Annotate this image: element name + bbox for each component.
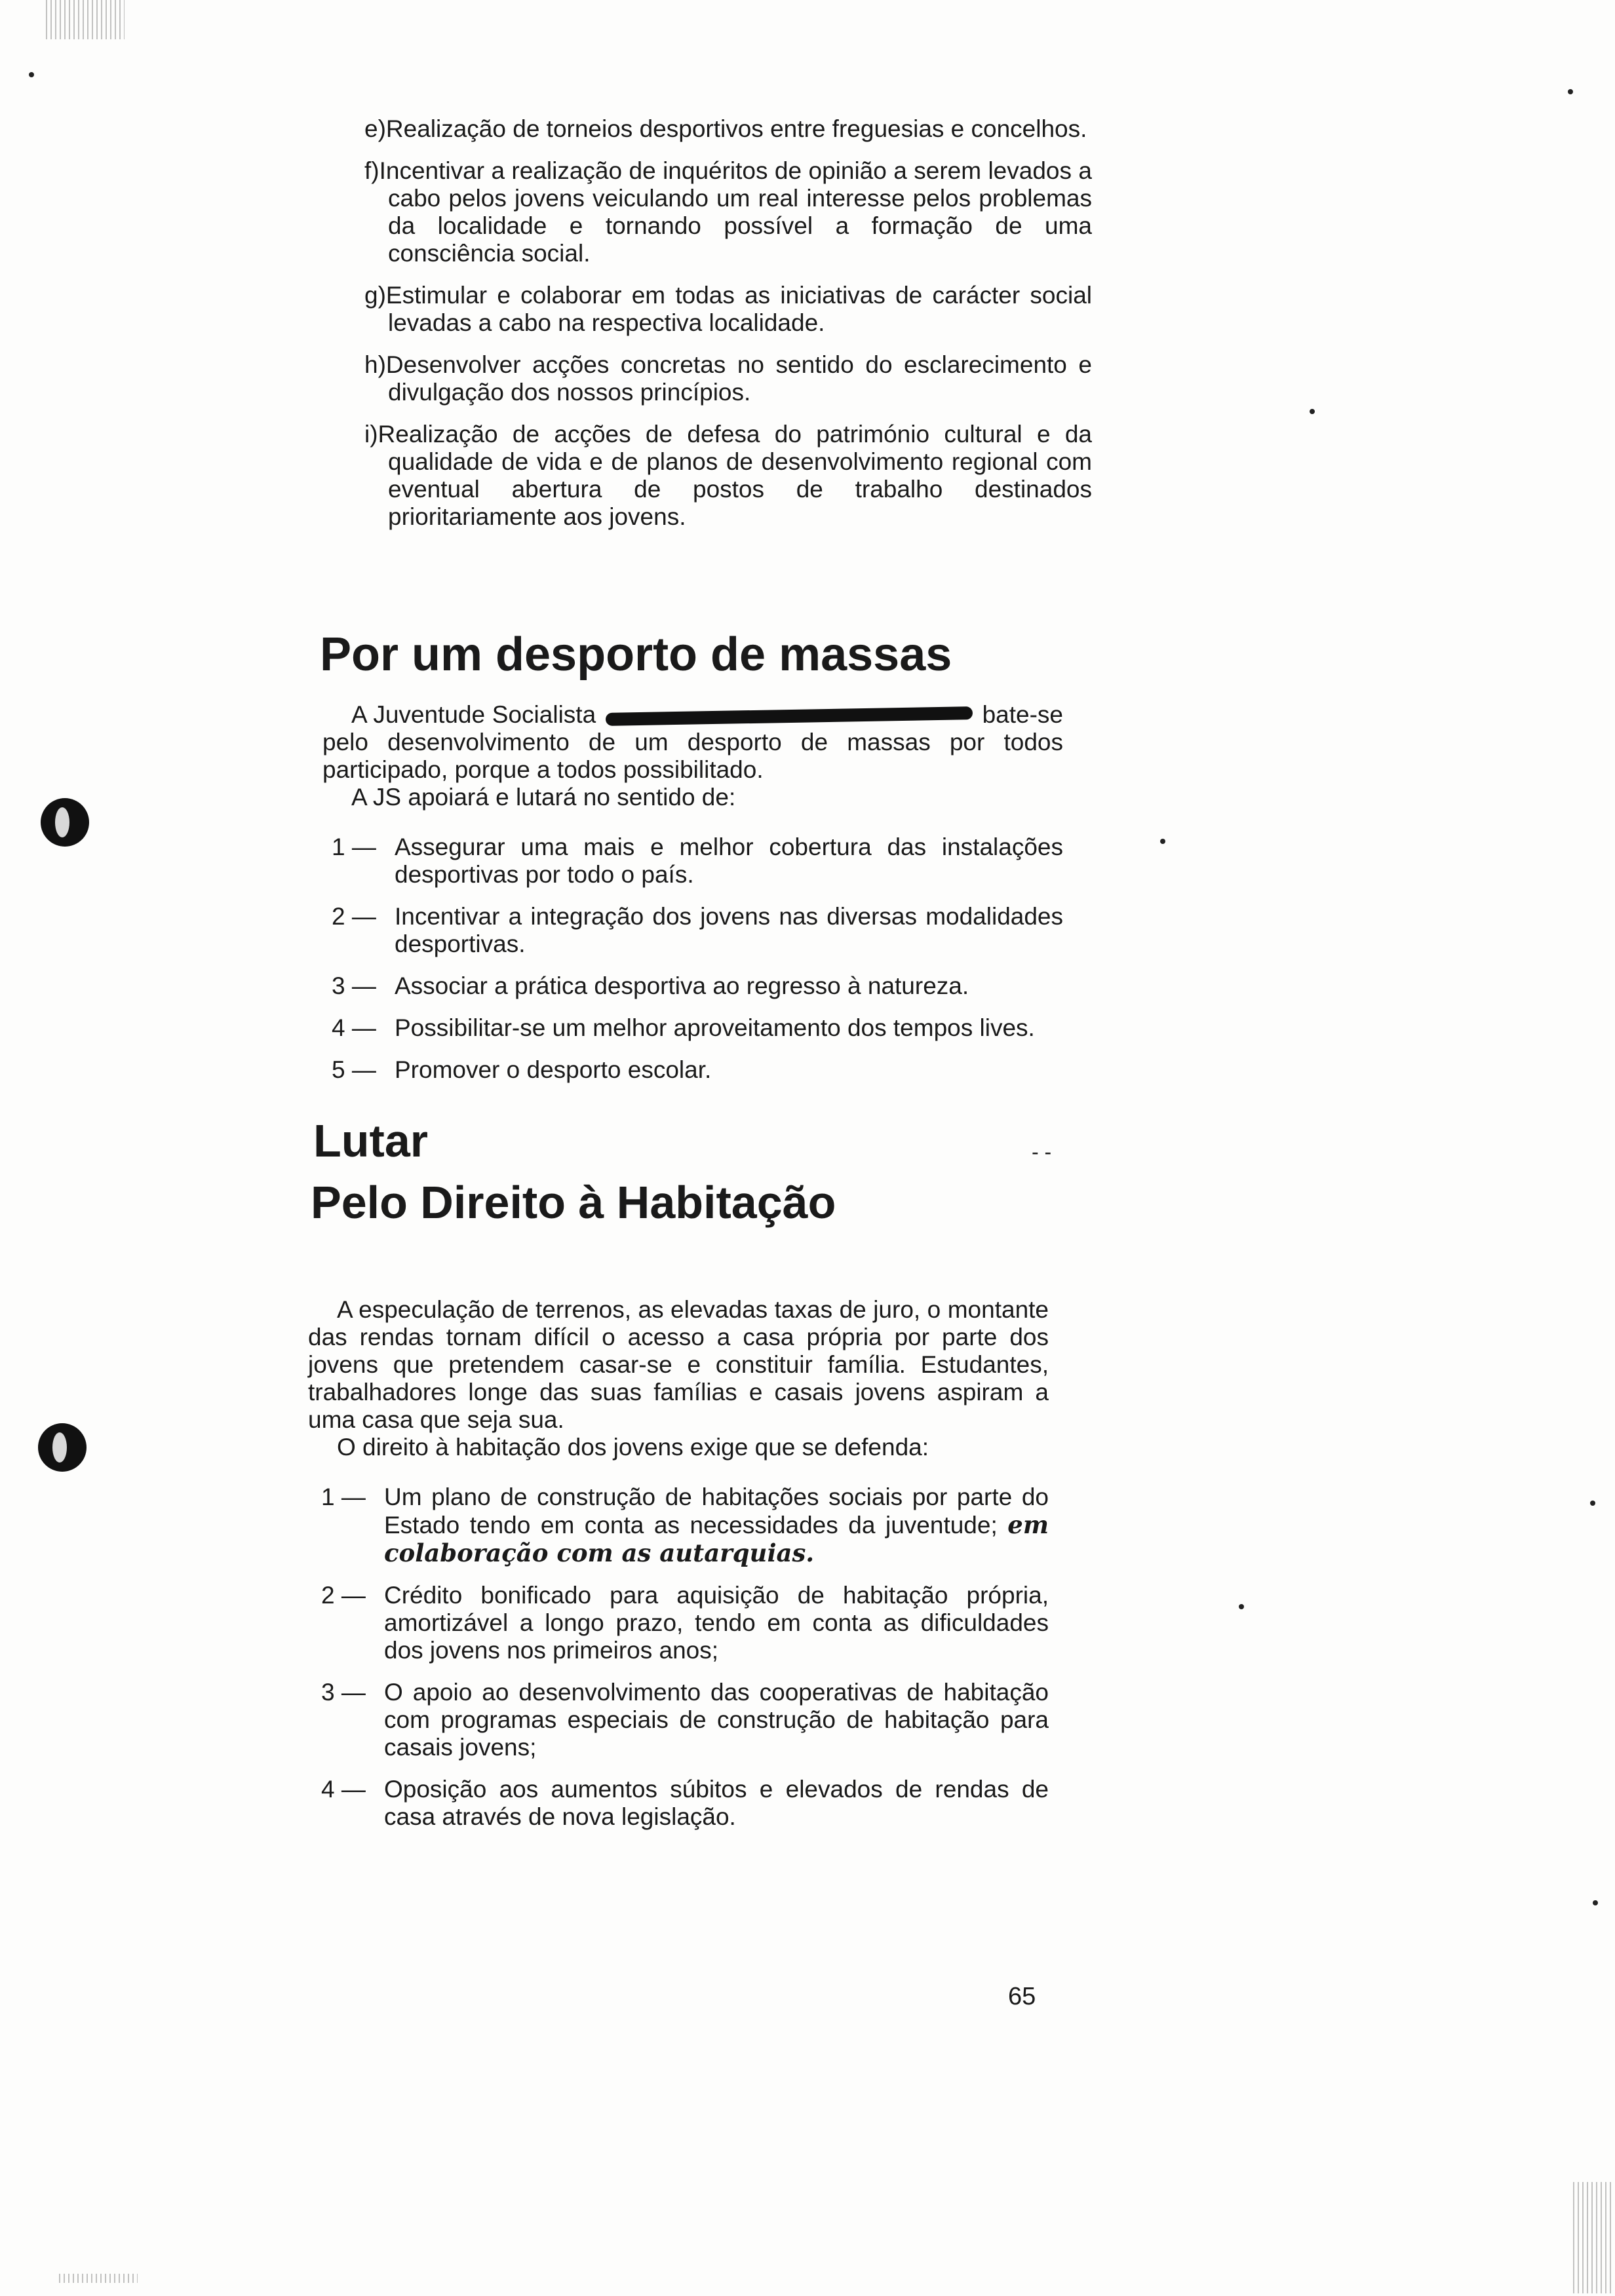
section1-body [322,701,1063,1098]
section2-body [308,1296,1049,1845]
section-title-line-1: Lutar [313,1115,428,1166]
paragraph: A JS apoiará e lutará no sentido de: [351,784,736,811]
numbered-list [321,1483,1049,1831]
scan-noise [59,2274,138,2283]
handwritten-annotation: em colaboração com as autarquias. [384,1510,1049,1567]
scan-noise [1573,2182,1612,2293]
redaction-mark [606,706,973,726]
paragraph [322,701,1063,784]
list-item: 1 — Assegurar uma mais e melhor cobertura das instalações desportivas por todo o país. [332,833,1063,888]
speck [29,72,34,77]
list-item: 1 — Um plano de construção de habitações sociais por parte do Estado tendo em conta as necessidades da juventude; em colaboração com as autarquias. [321,1483,1049,1567]
numbered-list [332,833,1063,1084]
list-item: i)Realização de acções de defesa do património cultural e da qualidade de vida e de planos de desenvolvimento regional com eventual abertura de postos de trabalho destinados prioritariamente aos jovens. [364,421,1092,530]
top-list [364,115,1092,545]
paragraph-end: bate-se pelo desenvolvimento de um desporto de massas por todos participado, porque a todos possibilitado. [322,701,1064,783]
list-item: 2 — Incentivar a integração dos jovens nas diversas modalidades desportivas. [332,903,1063,957]
speck [1568,89,1573,94]
scan-noise [46,0,125,39]
list-item: 4 — Possibilitar-se um melhor aproveitamento dos tempos lives. [332,1014,1035,1041]
list-item: 3 — O apoio ao desenvolvimento das cooperativas de habitação com programas especiais de construção de habitação para casais jovens; [321,1679,1049,1761]
paragraph-start: A Juventude Socialista [351,701,596,728]
punch-hole-icon [41,798,89,847]
list-item: h)Desenvolver acções concretas no sentido do esclarecimento e divulgação dos nossos princípios. [364,351,1092,406]
speck [1310,409,1315,414]
page-number: 65 [1008,1983,1036,2010]
list-item: e)Realização de torneios desportivos entre freguesias e concelhos. [364,115,1087,142]
paragraph: A especulação de terrenos, as elevadas taxas de juro, o montante das rendas tornam difícil o acesso a casa própria por parte dos jovens que pretendem casar-se e constituir família. Estudantes, trabalhadores longe das suas famílias e casais jovens aspiram a uma casa que seja sua. [308,1296,1049,1433]
section-title: Por um desporto de massas [320,628,952,681]
list-item: 2 — Crédito bonificado para aquisição de habitação própria, amortizável a longo prazo, tendo em conta as dificuldades dos jovens nos primeiros anos; [321,1582,1049,1664]
list-item: 3 — Associar a prática desportiva ao regresso à natureza. [332,972,969,999]
list-item: g)Estimular e colaborar em todas as iniciativas de carácter social levadas a cabo na respectiva localidade. [364,282,1092,336]
paragraph: O direito à habitação dos jovens exige que se defenda: [337,1434,929,1461]
section-title-line-2: Pelo Direito à Habitação [311,1177,836,1228]
dash-mark: - - [1032,1140,1052,1164]
speck [1160,839,1165,844]
speck [1593,1900,1598,1905]
list-item: 4 — Oposição aos aumentos súbitos e elevados de rendas de casa através de nova legislação. [321,1776,1049,1830]
speck [1590,1501,1595,1506]
speck [1239,1604,1244,1609]
list-item: f)Incentivar a realização de inquéritos de opinião a serem levados a cabo pelos jovens veiculando um real interesse pelos problemas da localidade e tornando possível a formação de uma consciência social. [364,157,1092,267]
list-item: 5 — Promover o desporto escolar. [332,1056,712,1083]
punch-hole-icon [38,1423,87,1472]
